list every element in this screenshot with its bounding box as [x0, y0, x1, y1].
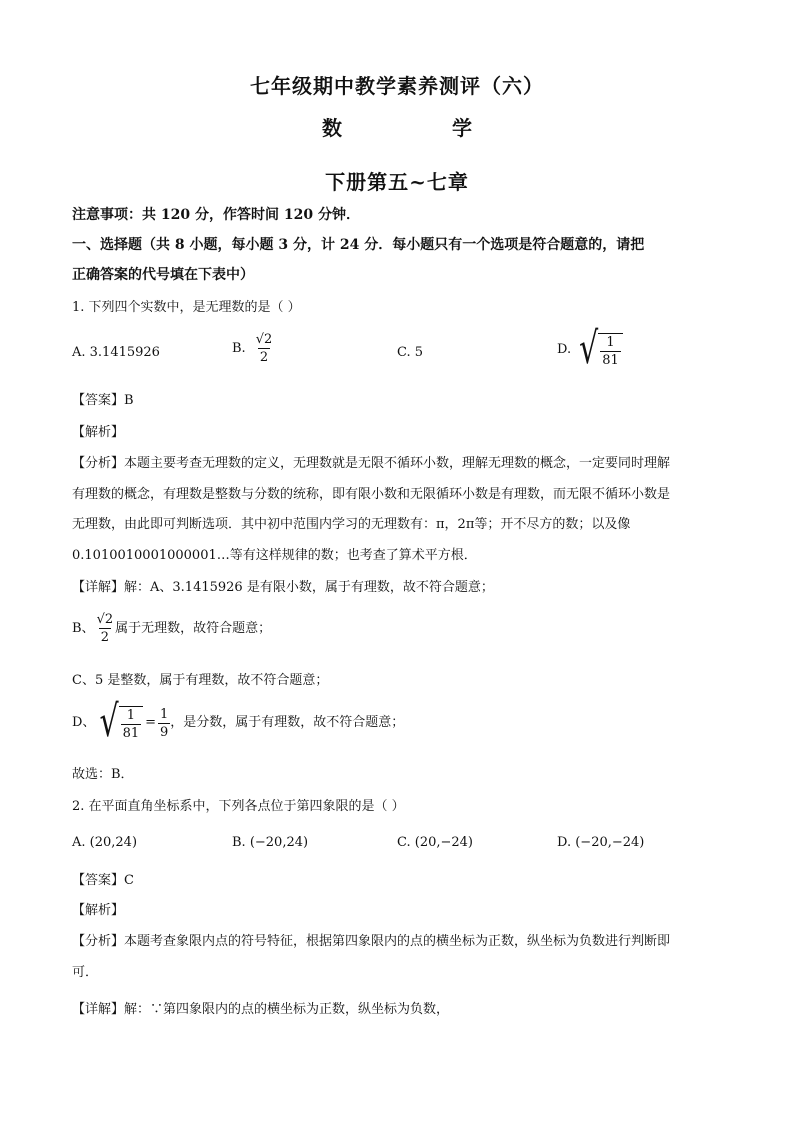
section-heading-line2: 正确答案的代号填在下表中） [72, 267, 254, 283]
exam-title: 七年级期中教学素养测评（六） [250, 74, 544, 98]
q1-option-d-numerator: 1 [606, 335, 615, 350]
q1-analysis-line4: 0.1010010001000001…等有这样规律的数；也考查了算术平方根． [72, 548, 477, 563]
q2-analysis-line2: 可． [72, 965, 99, 980]
q2-option-a: A. (20,24) [72, 835, 138, 850]
q1-detail-d-result [158, 708, 170, 739]
q1-detail-d-result-numerator: 1 [160, 706, 169, 722]
q2-detail: 【详解】解：∵第四象限内的点的横坐标为正数，纵坐标为负数， [72, 1002, 450, 1017]
q1-detail-a: 【详解】解：A、3.1415926 是有限小数，属于有理数，故不符合题意； [72, 580, 494, 595]
q1-option-d-label: D. [557, 342, 572, 357]
q1-detail-b [72, 613, 271, 644]
q1-detail-b-fraction [95, 613, 116, 644]
q1-option-d [557, 323, 623, 375]
q1-detail-c: C、5 是整数，属于有理数，故不符合题意； [72, 673, 329, 688]
subject-char-left: 数 [322, 116, 343, 140]
q1-analysis-line2: 有理数的概念，有理数是整数与分数的统称，即有限小数和无限循环小数是有理数，而无限不循环小数是 [72, 487, 671, 502]
q1-detail-d-equals: = [145, 715, 157, 730]
q1-stem: 1. 下列四个实数中，是无理数的是（ ） [72, 300, 301, 315]
q1-detail-d-sqrt [99, 696, 143, 748]
q1-option-b-numerator: √2 [255, 332, 273, 347]
q2-analysis-heading: 【解析】 [72, 903, 125, 918]
notice-text: 注意事项：共 120 分，作答时间 120 分钟． [72, 207, 360, 223]
radical-sign-icon: √ [579, 323, 599, 375]
section-heading-line1: 一、选择题（共 8 小题，每小题 3 分，计 24 分．每小题只有一个选项是符合题意的，请把 [72, 237, 645, 253]
q2-stem: 2. 在平面直角坐标系中，下列各点位于第四象限的是（ ） [72, 799, 405, 814]
radical-sign-icon: √ [99, 696, 119, 748]
q1-option-b-denominator: 2 [259, 350, 269, 365]
q1-detail-b-text: 属于无理数，故符合题意； [115, 620, 272, 636]
subject-char-right: 学 [452, 116, 473, 140]
q1-detail-d-result-denominator: 9 [160, 724, 169, 740]
q2-option-b: B. (−20,24) [232, 835, 309, 850]
q1-option-b-fraction [254, 333, 275, 364]
q1-detail-d-denominator: 81 [122, 726, 140, 741]
q1-detail-d-text: ，是分数，属于有理数，故不符合题意； [170, 715, 405, 730]
q1-detail-b-label: B、 [72, 620, 95, 636]
q1-detail-d-label: D、 [72, 715, 96, 730]
q1-detail-d [72, 696, 405, 748]
q1-detail-b-numerator: √2 [96, 612, 114, 627]
q1-option-c: C. 5 [397, 345, 424, 360]
q1-analysis-line1: 【分析】本题主要考查无理数的定义，无理数就是无限不循环小数，理解无理数的概念，一定要同时理解 [72, 456, 671, 471]
q2-analysis-line1: 【分析】本题考查象限内点的符号特征，根据第四象限内的点的横坐标为正数，纵坐标为负数进行判断即 [72, 934, 671, 949]
q1-answer: 【答案】B [72, 393, 134, 408]
q1-choice: 故选：B． [72, 767, 134, 782]
q1-option-d-denominator: 81 [602, 353, 619, 368]
q1-detail-d-numerator: 1 [126, 708, 135, 723]
q1-option-a: A. 3.1415926 [72, 345, 160, 360]
q1-option-d-sqrt [579, 323, 623, 375]
q1-analysis-line3: 无理数，由此即可判断选项．其中初中范围内学习的无理数有：π，2π等；开不尽方的数；以及像 [72, 517, 631, 532]
q2-option-d: D. (−20,−24) [557, 835, 645, 850]
q1-detail-b-denominator: 2 [100, 630, 109, 645]
q1-analysis-heading: 【解析】 [72, 425, 125, 440]
q1-option-b [232, 333, 274, 364]
chapter-subtitle: 下册第五~七章 [325, 170, 469, 194]
q2-option-c: C. (20,−24) [397, 835, 474, 850]
q1-option-b-label: B. [232, 340, 246, 356]
q2-answer: 【答案】C [72, 873, 134, 888]
